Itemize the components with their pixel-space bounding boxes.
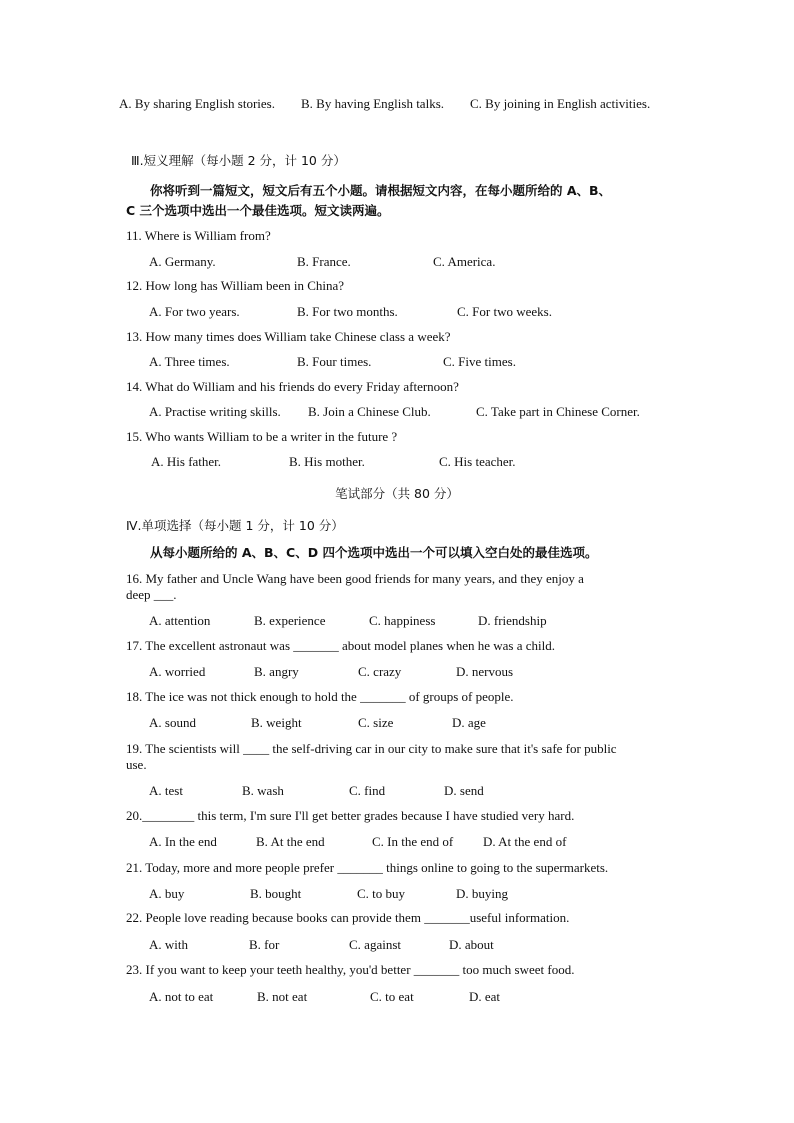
- option-b: B. For two months.: [297, 304, 398, 319]
- option-a: A. with: [149, 937, 188, 952]
- option-b: B. wash: [242, 783, 284, 798]
- option-a: A. Germany.: [149, 254, 216, 269]
- option-d: D. buying: [456, 886, 508, 901]
- option-d: D. age: [452, 715, 486, 730]
- section3-instruction-line1: 你将听到一篇短文，短文后有五个小题。请根据短文内容，在每小题所给的 A、B、: [150, 183, 612, 198]
- option-a: A. Three times.: [149, 354, 230, 369]
- question-15: 15. Who wants William to be a writer in the future ?: [126, 429, 398, 444]
- option-b: B. angry: [254, 664, 299, 679]
- option-b: B. Four times.: [297, 354, 372, 369]
- option-d: D. eat: [469, 989, 501, 1004]
- option-a: A. For two years.: [149, 304, 240, 319]
- option-c: C. In the end of: [372, 834, 454, 849]
- option-c: C. against: [349, 937, 401, 952]
- option-c: C. Take part in Chinese Corner.: [476, 404, 640, 419]
- option-c: C. America.: [433, 254, 496, 269]
- question-16: 16. My father and Uncle Wang have been good friends for many years, and they enjoy a: [126, 571, 584, 586]
- option-c: C. happiness: [369, 613, 436, 628]
- option-b: B. At the end: [256, 834, 325, 849]
- option-d: D. about: [449, 937, 494, 952]
- option-d: D. At the end of: [483, 834, 567, 849]
- question-21: 21. Today, more and more people prefer _______ things online to going to the supermarkets.: [126, 860, 609, 875]
- option-c: C. His teacher.: [439, 454, 516, 469]
- option-a: A. not to eat: [149, 989, 214, 1004]
- option-a: A. In the end: [149, 834, 217, 849]
- option-c: C. find: [349, 783, 386, 798]
- option-a: A. sound: [149, 715, 196, 730]
- option-b: B. France.: [297, 254, 351, 269]
- option-b: B. bought: [250, 886, 302, 901]
- question-11: 11. Where is William from?: [126, 228, 271, 243]
- option-a: A. Practise writing skills.: [149, 404, 281, 419]
- option-c: C. By joining in English activities.: [470, 96, 651, 111]
- question-19: 19. The scientists will ____ the self-driving car in our city to make sure that it's safe for public: [126, 741, 617, 756]
- question-19-cont: use.: [126, 757, 147, 772]
- option-c: C. to buy: [357, 886, 406, 901]
- option-a: A. attention: [149, 613, 211, 628]
- question-20: 20.________ this term, I'm sure I'll get better grades because I have studied very hard.: [126, 808, 575, 823]
- question-12: 12. How long has William been in China?: [126, 278, 345, 293]
- option-b: B. experience: [254, 613, 326, 628]
- option-b: B. for: [249, 937, 280, 952]
- section4-instruction: 从每小题所给的 A、B、C、D 四个选项中选出一个可以填入空白处的最佳选项。: [150, 545, 598, 560]
- option-c: C. size: [358, 715, 394, 730]
- option-b: B. By having English talks.: [301, 96, 444, 111]
- option-d: D. send: [444, 783, 484, 798]
- option-c: C. to eat: [370, 989, 414, 1004]
- question-16-cont: deep ___.: [126, 587, 177, 602]
- question-13: 13. How many times does William take Chinese class a week?: [126, 329, 451, 344]
- option-a: A. test: [149, 783, 183, 798]
- option-b: B. Join a Chinese Club.: [308, 404, 431, 419]
- question-23: 23. If you want to keep your teeth healthy, you'd better _______ too much sweet food.: [126, 962, 575, 977]
- question-22: 22. People love reading because books can provide them _______useful information.: [126, 910, 570, 925]
- option-d: D. nervous: [456, 664, 514, 679]
- option-a: A. His father.: [151, 454, 222, 469]
- question-18: 18. The ice was not thick enough to hold the _______ of groups of people.: [126, 689, 514, 704]
- section4-title: Ⅳ.单项选择（每小题 1 分，计 10 分）: [126, 518, 344, 533]
- question-17: 17. The excellent astronaut was _______ about model planes when he was a child.: [126, 638, 556, 653]
- option-a: A. By sharing English stories.: [119, 96, 275, 111]
- option-b: B. not eat: [257, 989, 308, 1004]
- option-b: B. weight: [251, 715, 302, 730]
- option-b: B. His mother.: [289, 454, 365, 469]
- option-a: A. worried: [149, 664, 206, 679]
- option-d: D. friendship: [478, 613, 547, 628]
- question-14: 14. What do William and his friends do every Friday afternoon?: [126, 379, 459, 394]
- option-c: C. Five times.: [443, 354, 516, 369]
- option-c: C. crazy: [358, 664, 402, 679]
- option-c: C. For two weeks.: [457, 304, 552, 319]
- section3-title: Ⅲ.短义理解（每小题 2 分，计 10 分）: [131, 153, 346, 168]
- option-a: A. buy: [149, 886, 185, 901]
- section3-instruction-line2: C 三个选项中选出一个最佳选项。短文读两遍。: [126, 203, 390, 218]
- written-part-title: 笔试部分（共 80 分）: [335, 486, 459, 501]
